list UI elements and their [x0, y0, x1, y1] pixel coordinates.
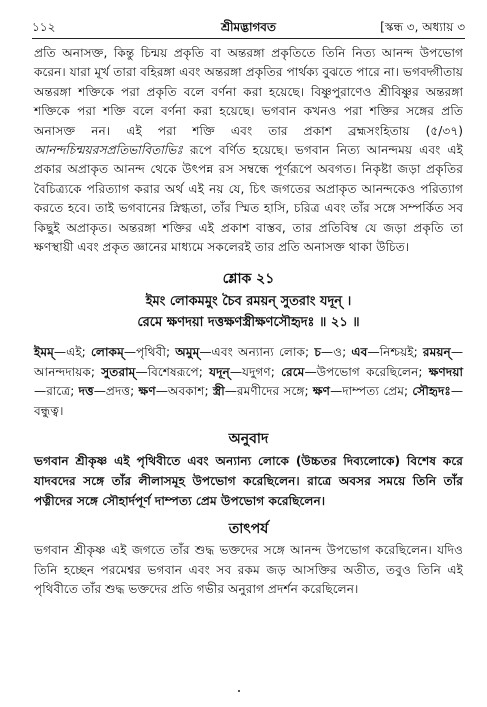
- paragraph-text-a: প্রতি অনাসক্ত, কিন্তু চিন্ময় প্রকৃতি বা অন্তরঙ্গা প্রকৃতিতে তিনি নিত্য আনন্দ উপভোগ করেন। যারা মূর্খ তারা বহিরঙ্গা এবং অন্তরঙ্গা প্রকৃতির পার্থক্য বুঝতে পারে না। ভগবদ্গীতায় অন্তরঙ্গা শক্তিকে পরা প্রকৃতি বলে বর্ণনা করা হয়েছে। বিষ্ণুপুরাণেও শ্রীবিষ্ণুর অন্তরঙ্গা শক্তিকে পরা শক্তি বলে বর্ণনা করা হয়েছে। ভগবান কখনও পরা শক্তির সঙ্গের প্রতি অনাসক্ত নন। এই পরা শক্তি এবং তার প্রকাশ ব্রহ্মসংহিতায় (৫/৩৭): [34, 46, 463, 138]
- synonym-meaning: আনন্দদায়ক;: [34, 364, 96, 379]
- page-number: ১১২: [32, 20, 56, 34]
- translation-text: ভগবান শ্রীকৃষ্ণ এই পৃথিবীতে এবং অন্যান্য লোকে (উচ্চতর দিব্যলোকে) বিশেষ করে যাদবদের সঙ্গে তাঁর লীলাসমূহ উপভোগ করেছিলেন। রাত্রে অবসর সময়ে তিনি তাঁর পত্নীদের সঙ্গে সৌহার্দপূর্ণ দাম্পত্য প্রেম উপভোগ করেছিলেন।: [34, 454, 463, 509]
- page-body: [34, 44, 463, 599]
- synonym-word: রময়ন্: [422, 345, 451, 360]
- synonym-meaning: রাত্রে;: [46, 384, 75, 399]
- paragraph-text-b: রূপে বর্ণিত হয়েছে। ভগবান নিত্য আনন্দময় এবং এই প্রকার অপ্রাকৃত আনন্দ থেকে উৎপন্ন রস সম্বন্ধে পূর্ণরূপে অবগত। নিকৃষ্টা জড়া প্রকৃতির বৈচিত্র্যকে পরিত্যাগ করার অর্থ এই নয় যে, চিৎ জগতের অপ্রাকৃত আনন্দকেও পরিত্যাগ করতে হবে। তাই ভগবানের স্নিগ্ধতা, তাঁর স্মিত হাসি, চরিত্র এবং তাঁর সঙ্গে সম্পর্কিত সব কিছুই অপ্রাকৃত। অন্তরঙ্গা শক্তির এই প্রকাশ বাস্তব, তার প্রতিবিম্ব যে জড়া প্রকৃতি তা ক্ষণস্থায়ী এবং প্রকৃত জ্ঞানের মাধ্যমে সকলেরই তার প্রতি অনাসক্ত থাকা উচিত।: [34, 143, 464, 255]
- synonym-meaning: এবং অন্যান্য লোক;: [211, 345, 310, 360]
- verse-line-1: ইমং লোকমমুং চৈব রময়ন্ সুতরাং যদূন্ ।: [145, 294, 352, 310]
- canto-chapter-reference: [স্কন্ধ ৩, অধ্যায় ৩: [380, 20, 465, 34]
- synonym-meaning: প্রদত্ত;: [105, 384, 135, 399]
- verse-line-2: রেমে ক্ষণদয়া দত্তক্ষণস্ত্রীক্ষণসৌহৃদঃ ॥ ২১ ॥: [137, 315, 360, 331]
- synonym-word: যদূন্: [209, 364, 230, 379]
- continued-purport-paragraph: [34, 44, 463, 257]
- purport-text: ভগবান শ্রীকৃষ্ণ এই জগতে তাঁর শুদ্ধ ভক্তদের সঙ্গে আনন্দ উপভোগ করেছিলেন। যদিও তিনি হচ্ছেন পরমেশ্বর ভগবান এবং সব রকম জড় আসক্তির অতীত, তবুও তিনি এই পৃথিবীতে তাঁর শুদ্ধ ভক্তদের প্রতি গভীর অনুরাগ প্রদর্শন করেছিলেন।: [34, 543, 463, 596]
- synonym-word: ক্ষণ: [312, 384, 331, 399]
- synonym-word: ইমম্: [34, 345, 54, 360]
- synonym-meaning: ও;: [333, 345, 347, 360]
- synonym-meaning: নিশ্চয়ই;: [379, 345, 418, 360]
- synonym-meaning: পৃথিবী;: [136, 345, 171, 360]
- header-divider: [32, 38, 465, 39]
- purport-heading: তাৎপর্য: [228, 521, 269, 538]
- synonym-meaning: দাম্পত্য প্রেম;: [342, 384, 409, 399]
- synonym-word: ক্ষণ: [138, 384, 156, 399]
- synonym-word: রেমে: [281, 364, 305, 379]
- page-mark: [238, 690, 240, 692]
- synonym-word: চ: [314, 345, 321, 360]
- paragraph-sanskrit-quote: আনন্দচিন্ময়রসপ্রতিভাবিতাভিঃ: [34, 143, 183, 158]
- synonym-meaning: বিশেষরূপে;: [147, 364, 203, 379]
- synonym-meaning: রমণীদের সঙ্গে;: [236, 384, 309, 399]
- synonym-word: সৌহৃদঃ: [412, 384, 451, 399]
- word-for-word-synonyms: ইমম্—এই; লোকম্—পৃথিবী; অমুম্—এবং অন্যান্য লোক; চ—ও; এব—নিশ্চয়ই; রময়ন্—আনন্দদায়ক; সুতরাম্—বিশেষরূপে; যদূন্—যদুগণ; রেমে—উপভোগ করেছিলেন; ক্ষণদয়া—রাত্রে; দত্ত—প্রদত্ত; ক্ষণ—অবকাশ; স্ত্রী—রমণীদের সঙ্গে; ক্ষণ—দাম্পত্য প্রেম; সৌহৃদঃ—বন্ধুত্ব।: [34, 345, 464, 418]
- synonym-word: অমুম্: [175, 345, 200, 360]
- translation-heading: অনুবাদ: [228, 431, 269, 448]
- running-header: [32, 18, 465, 36]
- synonym-meaning: অবকাশ;: [167, 384, 209, 399]
- synonym-meaning: যদুগণ;: [242, 364, 275, 379]
- synonym-meaning: এই;: [66, 345, 86, 360]
- synonym-word: সুতরাম্: [101, 364, 136, 379]
- synonym-word: স্ত্রী: [212, 384, 225, 399]
- synonym-meaning: উপভোগ করেছিলেন;: [316, 364, 423, 379]
- synonym-word: দত্ত: [78, 384, 94, 399]
- synonym-meaning: বন্ধুত্ব।: [34, 403, 64, 418]
- synonym-word: লোকম্: [90, 345, 124, 360]
- verse-heading: শ্লোক ২১: [222, 271, 275, 288]
- synonym-word: এব: [351, 345, 368, 360]
- book-title: শ্রীমদ্ভাগবত: [220, 20, 276, 34]
- synonym-word: ক্ষণদয়া: [428, 364, 464, 379]
